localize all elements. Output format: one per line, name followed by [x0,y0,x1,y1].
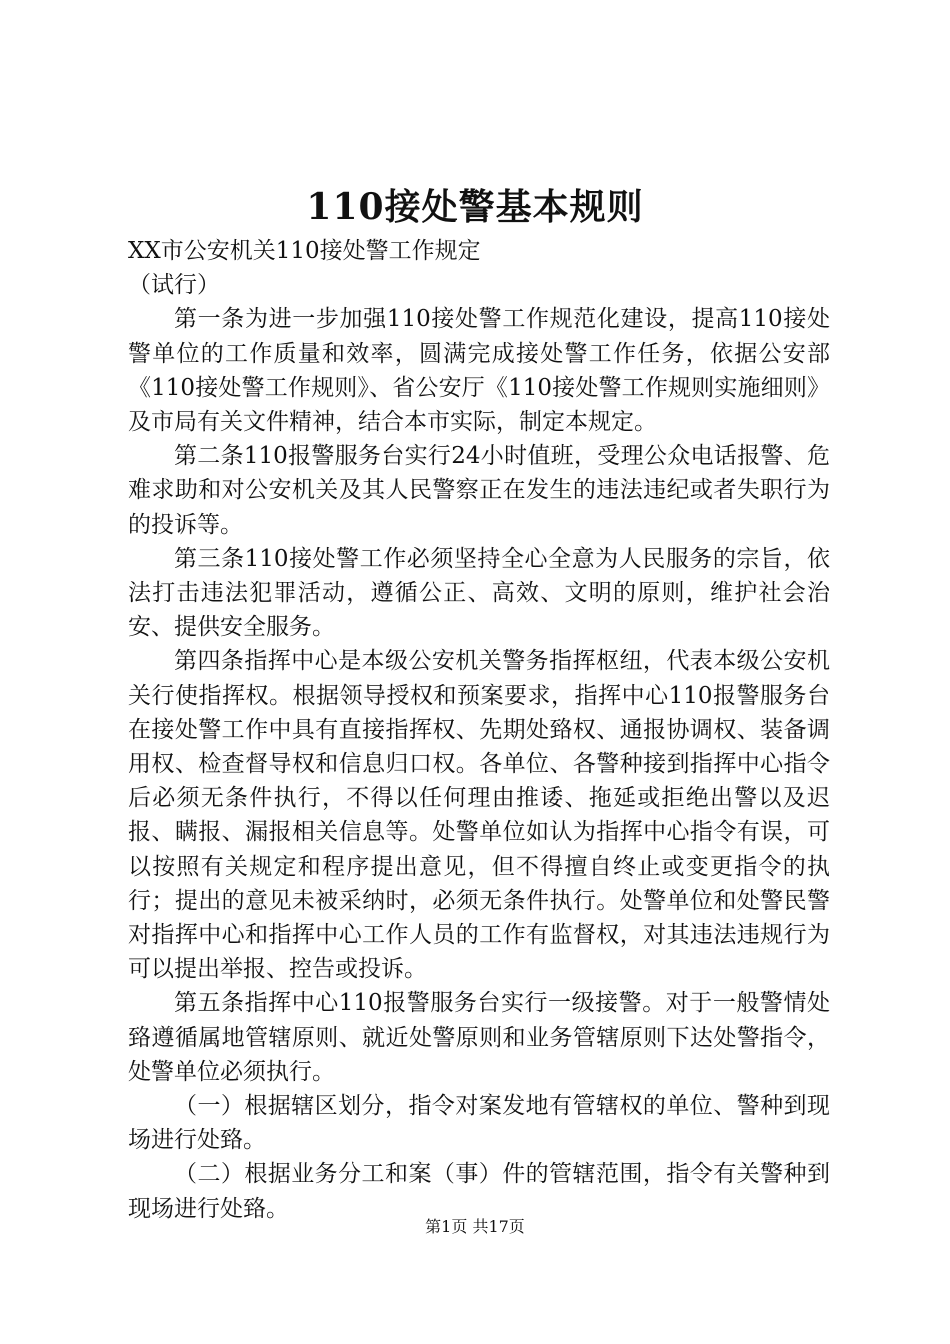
paragraph-article-1: 第一条为进一步加强110接处警工作规范化建设，提高110接处警单位的工作质量和效率，圆满完成接处警工作任务，依据公安部《110接处警工作规则》、省公安厅《110接处警工作规则实施细则》及市局有关文件精神，结合本市实际，制定本规定。 [128,306,830,436]
paragraph-article-4: 第四条指挥中心是本级公安机关警务指挥枢纽，代表本级公安机关行使指挥权。根据领导授权和预案要求，指挥中心110报警服务台在接处警工作中具有直接指挥权、先期处臵权、通报协调权、装备调用权、检查督导权和信息归口权。各单位、各警种接到指挥中心指令后必须无条件执行，不得以任何理由推诿、拖延或拒绝出警以及迟报、瞒报、漏报相关信息等。处警单位如认为指挥中心指令有误，可以按照有关规定和程序提出意见，但不得擅自终止或变更指令的执行；提出的意见未被采纳时，必须无条件执行。处警单位和处警民警对指挥中心和指挥中心工作人员的工作有监督权，对其违法违规行为可以提出举报、控告或投诉。 [128,648,830,983]
paragraph-article-5: 第五条指挥中心110报警服务台实行一级接警。对于一般警情处臵遵循属地管辖原则、就近处警原则和业务管辖原则下达处警指令，处警单位必须执行。 [128,990,830,1085]
paragraph-item-1: （一）根据辖区划分，指令对案发地有管辖权的单位、警种到现场进行处臵。 [128,1093,830,1154]
trial-note: （试行） [128,272,220,299]
paragraph-article-2: 第二条110报警服务台实行24小时值班，受理公众电话报警、危难求助和对公安机关及其人民警察正在发生的违法违纪或者失职行为的投诉等。 [128,443,830,538]
paragraph-article-3: 第三条110接处警工作必须坚持全心全意为人民服务的宗旨，依法打击违法犯罪活动，遵循公正、高效、文明的原则，维护社会治安、提供安全服务。 [128,545,830,641]
page-number-footer: 第1页 共17页 [425,1217,525,1236]
document-body [128,234,830,1226]
document-title: 110接处警基本规则 [306,186,644,228]
document-subtitle: XX市公安机关110接处警工作规定 [128,238,481,264]
paragraph-item-2: （二）根据业务分工和案（事）件的管辖范围，指令有关警种到现场进行处臵。 [128,1161,830,1222]
